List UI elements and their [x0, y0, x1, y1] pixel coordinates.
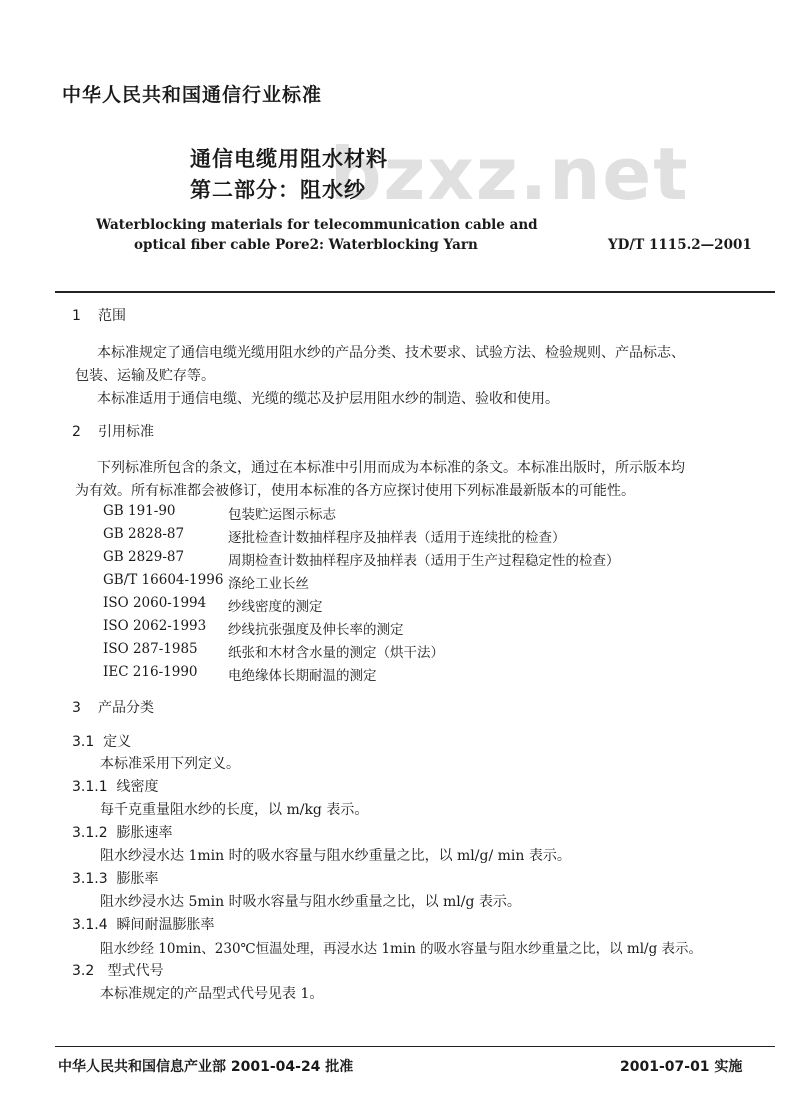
- subsection-number: 3.1.4: [72, 917, 108, 933]
- section-title: 引用标准: [98, 424, 154, 440]
- section-title: 产品分类: [98, 700, 154, 716]
- header-divider: [55, 291, 775, 293]
- subsection-title: 线密度: [116, 779, 159, 795]
- footer-divider: [55, 1046, 775, 1047]
- title-line-1: 通信电缆用阻水材料: [190, 147, 388, 171]
- s3-1-4-text: 阻水纱经 10min、230℃恒温处理，再浸水达 1min 的吸水容量与阻水纱重量之比，以 ml/g 表示。: [100, 941, 703, 957]
- standard-number: YD/T 1115.2—2001: [608, 237, 752, 253]
- s3-1-text: 本标准采用下列定义。: [100, 756, 240, 772]
- s3-1-heading: [72, 731, 131, 751]
- ref-code: GB 2828-87: [103, 526, 185, 542]
- s1-para1-line2: 包装、运输及贮存等。: [75, 368, 215, 384]
- english-title-line-1: Waterblocking materials for telecommunication cable and: [96, 217, 538, 233]
- implementation-date: 2001-07-01 实施: [620, 1059, 743, 1075]
- english-title-line-2: optical fiber cable Pore2: Waterblocking Yarn: [134, 237, 478, 253]
- ref-title: 周期检查计数抽样程序及抽样表（适用于生产过程稳定性的检查）: [228, 553, 620, 569]
- s3-2-heading: [72, 960, 164, 980]
- subsection-number: 3.1.1: [72, 779, 108, 795]
- section-title: 范围: [98, 308, 126, 324]
- s2-para-line2: 为有效。所有标准都会被修订，使用本标准的各方应探讨使用下列标准最新版本的可能性。: [75, 483, 635, 499]
- s3-1-2-heading: [72, 822, 173, 842]
- ref-code: GB 191-90: [103, 503, 176, 519]
- s1-para1-line1: 本标准规定了通信电缆光缆用阻水纱的产品分类、技术要求、试验方法、检验规则、产品标志、: [97, 345, 685, 361]
- ref-code: IEC 216-1990: [103, 664, 198, 680]
- subsection-number: 3.1: [72, 734, 95, 750]
- s3-1-3-heading: [72, 868, 159, 888]
- section-3-heading: [72, 697, 154, 717]
- ref-title: 纱线抗张强度及伸长率的测定: [228, 622, 404, 638]
- s3-1-4-heading: [72, 914, 215, 934]
- ref-code: ISO 2062-1993: [103, 618, 207, 634]
- subsection-number: 3.1.3: [72, 871, 108, 887]
- title-line-2: 第二部分：阻水纱: [190, 178, 366, 202]
- ref-code: ISO 287-1985: [103, 641, 198, 657]
- section-1-heading: [72, 305, 126, 325]
- ref-title: 电绝缘体长期耐温的测定: [228, 668, 377, 684]
- section-number: 3: [72, 700, 81, 716]
- s3-1-2-text: 阻水纱浸水达 1min 时的吸水容量与阻水纱重量之比，以 ml/g/ min 表示。: [100, 848, 571, 864]
- subsection-title: 膨胀速率: [116, 825, 173, 841]
- ref-title: 逐批检查计数抽样程序及抽样表（适用于连续批的检查）: [228, 530, 566, 546]
- s2-para-line1: 下列标准所包含的条文，通过在本标准中引用而成为本标准的条文。本标准出版时，所示版本均: [97, 460, 685, 476]
- s3-1-1-text: 每千克重量阻水纱的长度，以 m/kg 表示。: [100, 802, 369, 818]
- ref-code: ISO 2060-1994: [103, 595, 207, 611]
- section-number: 2: [72, 424, 81, 440]
- subsection-number: 3.1.2: [72, 825, 108, 841]
- section-2-heading: [72, 421, 154, 441]
- ref-code: GB/T 16604-1996: [103, 572, 224, 588]
- subsection-number: 3.2: [72, 963, 95, 979]
- subsection-title: 瞬间耐温膨胀率: [116, 917, 215, 933]
- approval-line: 中华人民共和国信息产业部 2001-04-24 批准: [58, 1059, 354, 1075]
- subsection-title: 膨胀率: [116, 871, 159, 887]
- subsection-title: 定义: [103, 734, 132, 750]
- ref-title: 纸张和木材含水量的测定（烘干法）: [228, 645, 444, 661]
- section-number: 1: [72, 308, 81, 324]
- s1-para2: 本标准适用于通信电缆、光缆的缆芯及护层用阻水纱的制造、验收和使用。: [97, 391, 559, 407]
- s3-2-text: 本标准规定的产品型式代号见表 1。: [100, 986, 324, 1002]
- s3-1-1-heading: [72, 776, 159, 796]
- ref-title: 纱线密度的测定: [228, 599, 323, 615]
- s3-1-3-text: 阻水纱浸水达 5min 时吸水容量与阻水纱重量之比，以 ml/g 表示。: [100, 894, 521, 910]
- watermark: bzxz.net: [330, 132, 690, 216]
- standard-category: 中华人民共和国通信行业标准: [62, 84, 323, 106]
- ref-code: GB 2829-87: [103, 549, 185, 565]
- ref-title: 涤纶工业长丝: [228, 576, 309, 592]
- subsection-title: 型式代号: [107, 963, 164, 979]
- ref-title: 包装贮运图示标志: [228, 507, 336, 523]
